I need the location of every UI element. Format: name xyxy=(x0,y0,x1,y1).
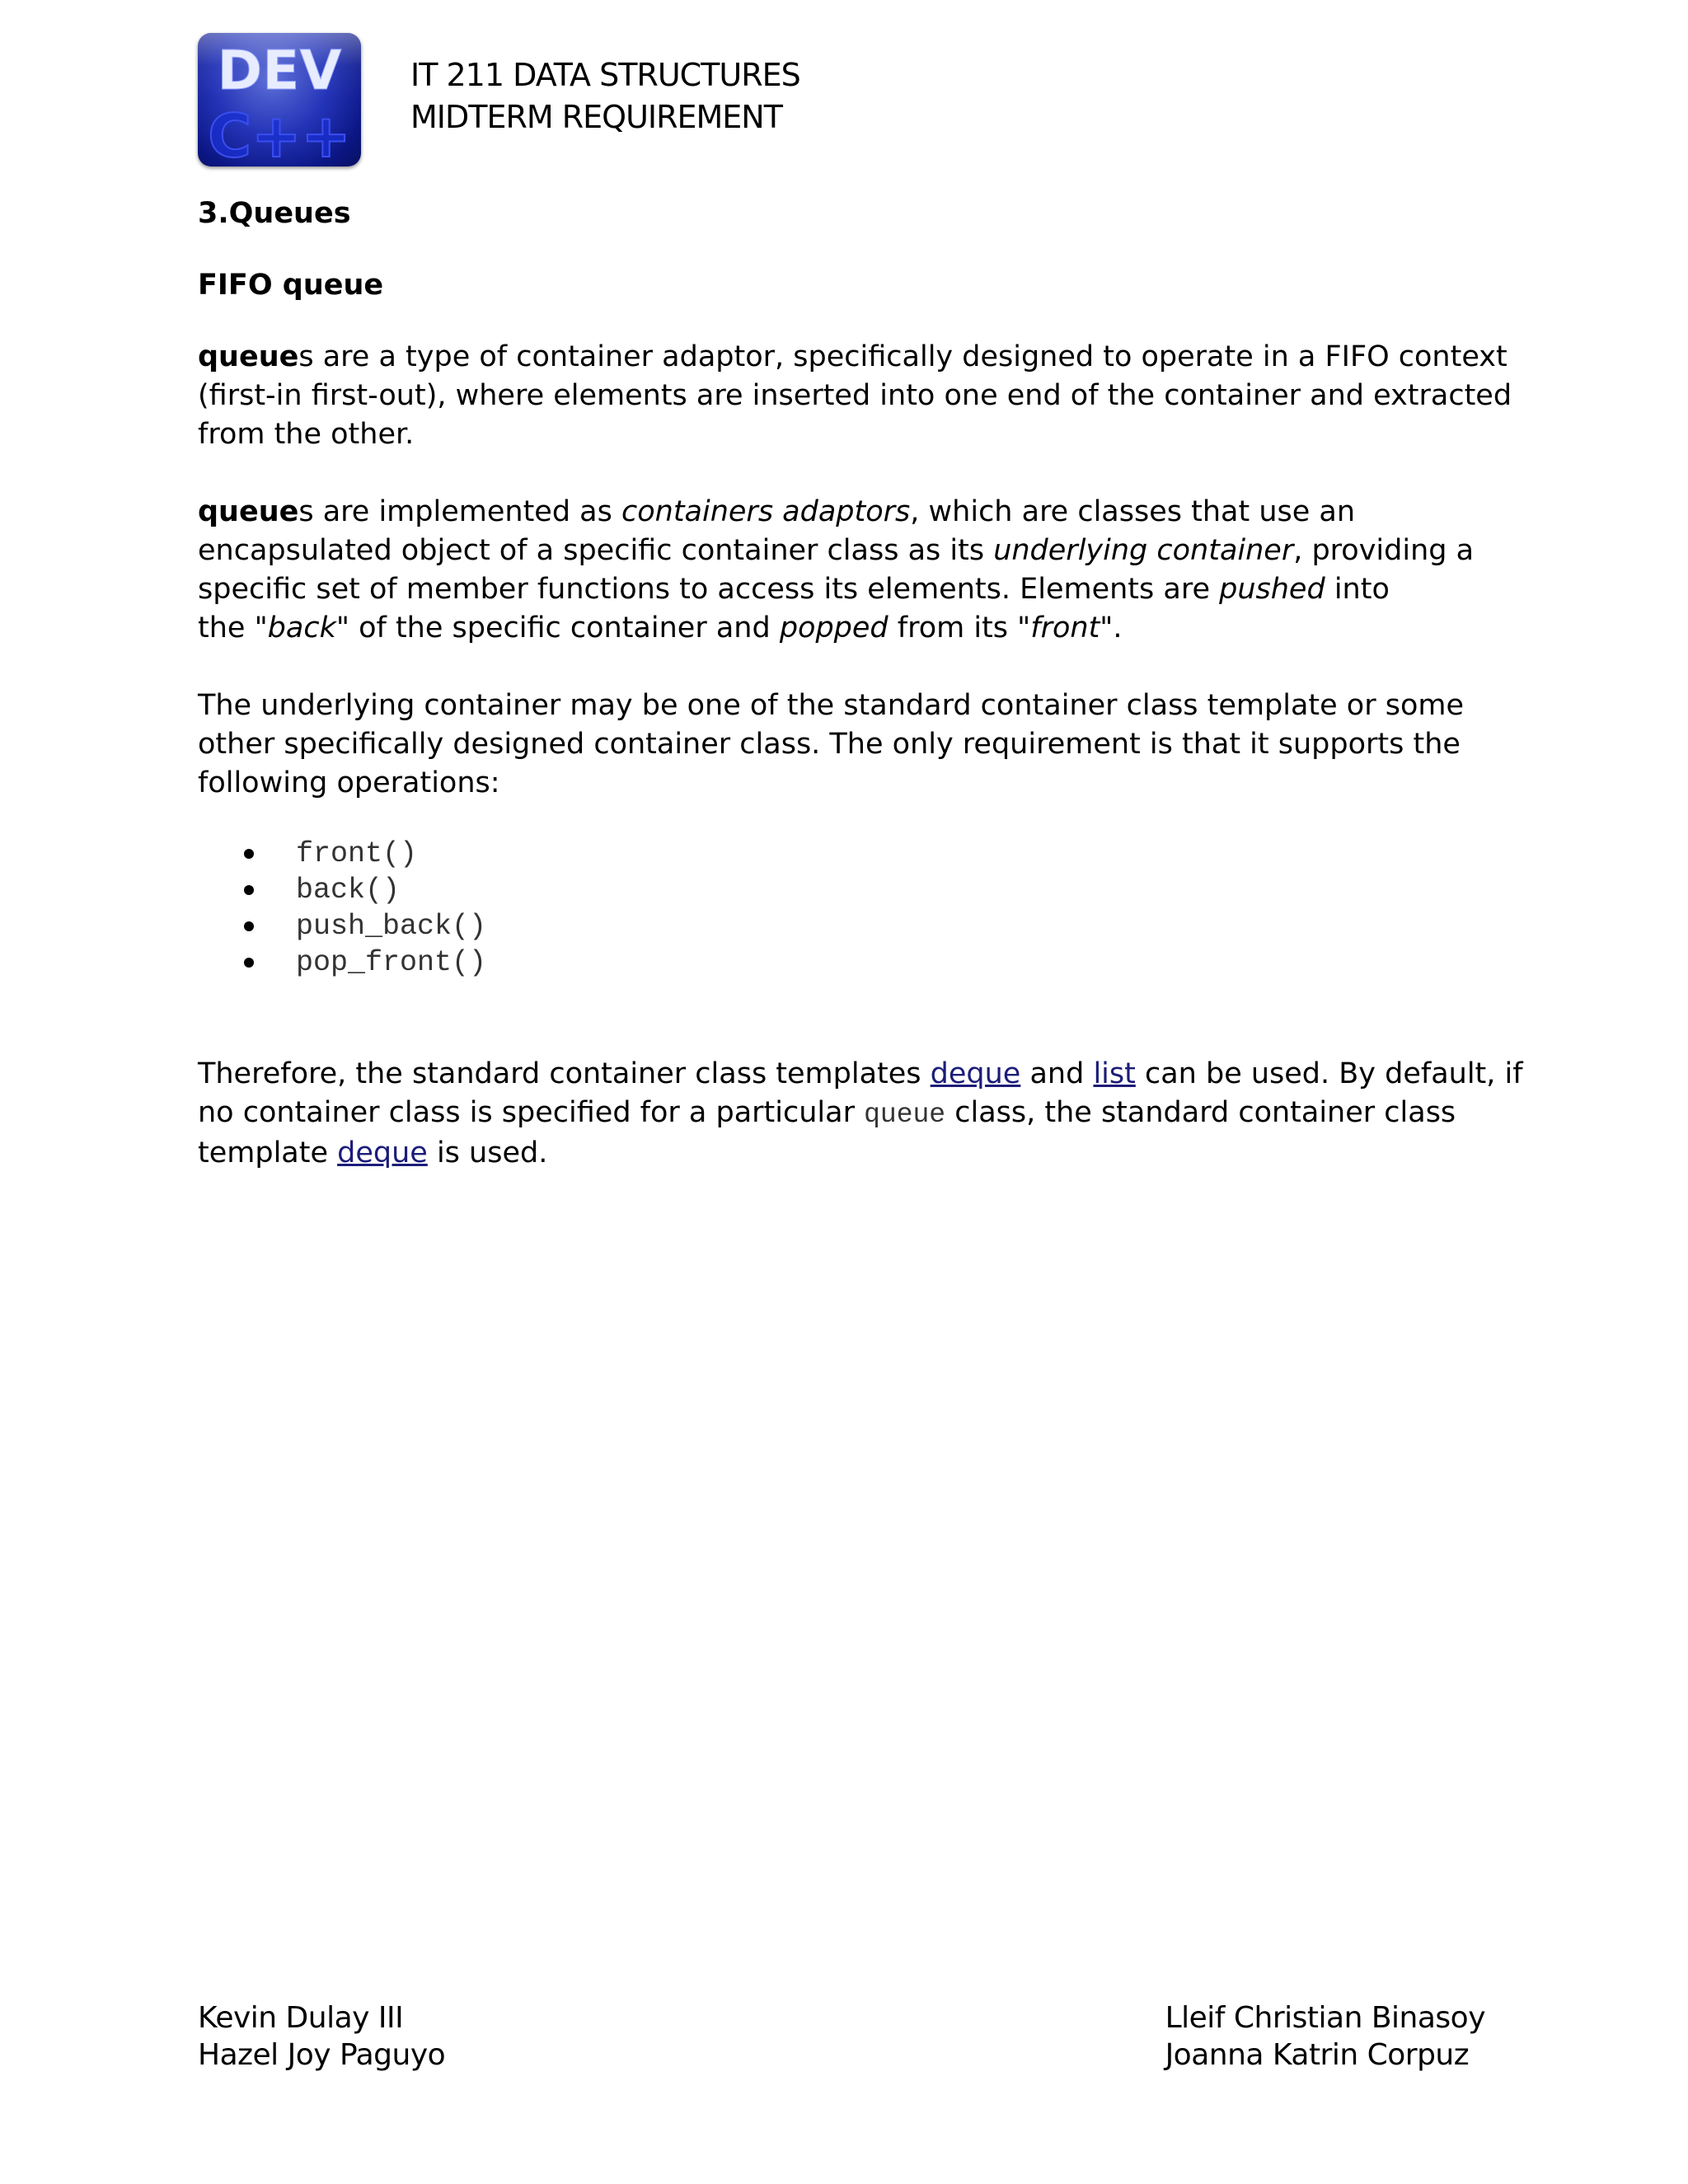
emphasis: pushed xyxy=(1219,573,1325,606)
paragraph-default-container xyxy=(198,1055,1523,1173)
emphasis: underlying container xyxy=(993,534,1294,567)
bullet-icon xyxy=(244,921,254,931)
author-name: Kevin Dulay III xyxy=(198,2001,404,2035)
paragraph-line xyxy=(198,1134,1484,1173)
author-name: Joanna Katrin Corpuz xyxy=(1165,2038,1470,2072)
text-run: of the specific container and xyxy=(349,612,780,644)
text-run: Therefore, the standard container class templates xyxy=(198,1057,931,1090)
paragraph-line: from the other. xyxy=(198,418,415,451)
bullet-icon xyxy=(244,885,254,895)
text-run: into xyxy=(1325,573,1390,606)
list-item xyxy=(244,944,1484,981)
text-run: from its xyxy=(888,612,1018,644)
list-item xyxy=(244,836,1484,872)
paragraph-line xyxy=(198,493,1484,532)
operation-name: push_back() xyxy=(296,910,487,943)
paragraph-line: following operations: xyxy=(198,766,500,799)
logo-bottom-text: C++ xyxy=(208,101,351,166)
text-run: s are a type of container adaptor, specifically designed to operate in a FIFO context xyxy=(298,340,1507,373)
section-title: 3.Queues xyxy=(198,197,351,230)
list-item xyxy=(244,908,1484,944)
text-run: specific set of member functions to access its elements. Elements are xyxy=(198,573,1220,606)
document-header xyxy=(198,33,1517,169)
paragraph-line xyxy=(198,1094,1484,1134)
text-run: the xyxy=(198,612,255,644)
emphasis: popped xyxy=(779,612,889,644)
text-run: . xyxy=(1113,612,1123,644)
operation-name: front() xyxy=(296,837,418,870)
deque-link-2[interactable]: deque xyxy=(337,1137,428,1169)
bullet-icon xyxy=(244,849,254,859)
operation-name: back() xyxy=(296,874,401,907)
header-titles xyxy=(410,54,800,138)
paragraph-line: other specifically designed container class. The only requirement is that it supports the xyxy=(198,728,1461,761)
paragraph-line: The underlying container may be one of the standard container class template or some xyxy=(198,689,1464,722)
author-name: Hazel Joy Paguyo xyxy=(198,2038,446,2072)
text-run: , providing a xyxy=(1293,534,1475,567)
deque-link[interactable]: deque xyxy=(930,1057,1021,1090)
text-run: no container class is specified for a particular xyxy=(198,1096,865,1129)
list-item xyxy=(244,872,1484,908)
footer-authors-right xyxy=(1165,1999,1485,2074)
emphasis: containers adaptors xyxy=(621,495,911,528)
requirement-title: MIDTERM REQUIREMENT xyxy=(410,99,782,135)
text-run: and xyxy=(1020,1057,1094,1090)
logo-top-text: DEV xyxy=(217,39,342,102)
text-run: class, the standard container class xyxy=(945,1096,1456,1129)
bullet-icon xyxy=(244,958,254,968)
code-queue: queue xyxy=(864,1099,946,1130)
author-name: Lleif Christian Binasoy xyxy=(1165,2001,1485,2035)
footer-authors-left xyxy=(198,1999,445,2074)
term-queue: queue xyxy=(198,495,299,528)
paragraph-requirements xyxy=(198,687,1484,803)
paragraph-line xyxy=(198,532,1484,570)
text-run: encapsulated object of a specific container class as its xyxy=(198,534,994,567)
paragraph-implementation xyxy=(198,493,1484,648)
paragraph-fifo-definition xyxy=(198,338,1512,454)
emphasis: "back" xyxy=(254,612,349,644)
paragraph-line xyxy=(198,570,1484,609)
term-queue: queue xyxy=(198,340,299,373)
paragraph-line xyxy=(198,338,1507,377)
dev-cpp-logo-icon xyxy=(198,33,361,166)
operation-name: pop_front() xyxy=(296,946,487,979)
paragraph-line xyxy=(198,1055,1523,1094)
paragraph-line: (first-in first-out), where elements are inserted into one end of the container and extracted xyxy=(198,379,1512,412)
paragraph-line xyxy=(198,609,1484,648)
emphasis: "front" xyxy=(1017,612,1114,644)
text-run: can be used. By default, if xyxy=(1135,1057,1523,1090)
section-subtitle: FIFO queue xyxy=(198,269,384,302)
list-link[interactable]: list xyxy=(1093,1057,1136,1090)
text-run: is used. xyxy=(427,1137,548,1169)
dev-cpp-logo xyxy=(198,33,361,166)
text-run: template xyxy=(198,1137,338,1169)
text-run: s are implemented as xyxy=(298,495,621,528)
text-run: , which are classes that use an xyxy=(910,495,1356,528)
operations-list xyxy=(198,836,1484,981)
course-title: IT 211 DATA STRUCTURES xyxy=(410,57,800,93)
document-body xyxy=(198,194,1523,1212)
